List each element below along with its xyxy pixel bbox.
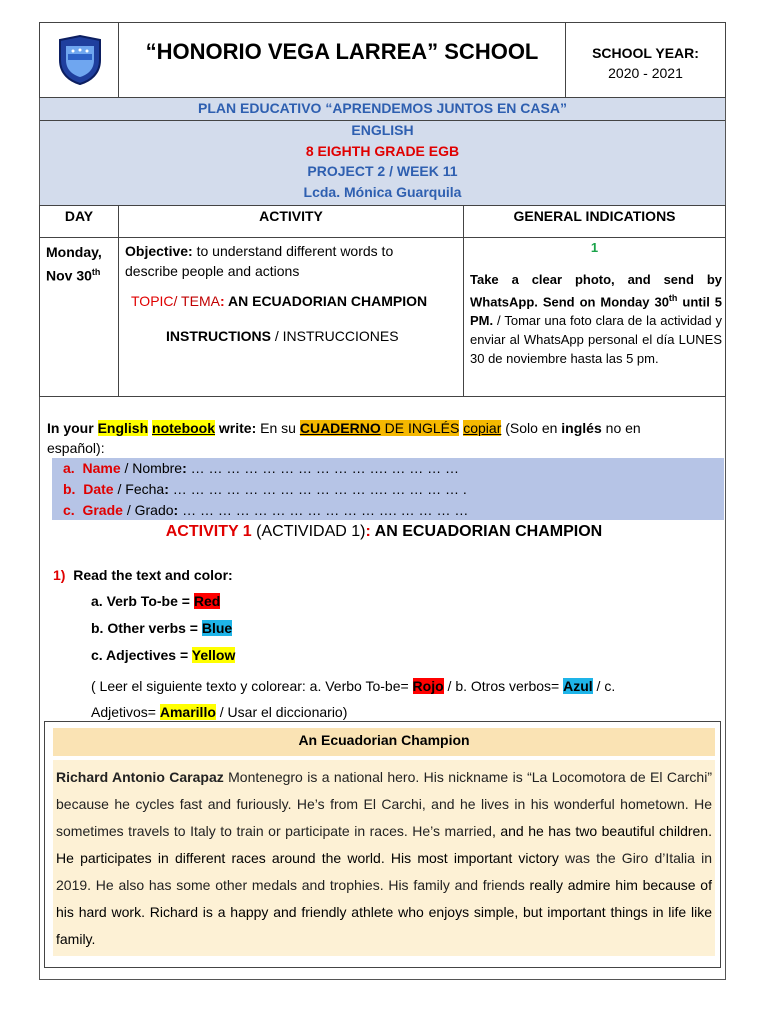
field-trans: / Nombre (120, 460, 183, 476)
school-name: “HONORIO VEGA LARREA” SCHOOL (145, 39, 539, 64)
task-c-label: c. Adjectives = (91, 647, 192, 663)
objective (125, 241, 425, 281)
task-number: 1) (53, 567, 66, 583)
nb-w6: CUADERNO (299, 420, 381, 436)
th-day-cell (39, 205, 119, 238)
nb-w9: (Solo en (501, 420, 562, 436)
nb-w4: write: (215, 420, 257, 436)
day-sup: th (91, 267, 101, 277)
task-es-1: ( Leer el siguiente texto y colorear: a. Verbo To-be= (91, 678, 413, 694)
grade-line: 8 EIGHTH GRADE EGB (305, 143, 460, 159)
school-year-label: SCHOOL YEAR: (592, 45, 699, 61)
reading-text-2: , and he has two beautiful children. He participates in different races around the world. His most important victory (56, 823, 712, 866)
indication-es: / Tomar una foto clara de la actividad y enviar al WhatsApp personal el día LUNES 30 de noviembre hasta las 5 pm. (470, 313, 722, 367)
logo-cell (39, 22, 119, 98)
indication-sup: th (668, 293, 678, 303)
school-year-value: 2020 - 2021 (608, 65, 683, 81)
th-activity: ACTIVITY (259, 208, 323, 224)
school-name-cell (118, 22, 566, 98)
task-es-5: / Usar el diccionario) (215, 704, 348, 720)
field-label: Grade (82, 502, 123, 518)
nb-w3: notebook (152, 420, 216, 436)
activity-label: ACTIVITY 1 (165, 523, 252, 540)
instructions-line (166, 328, 399, 344)
field-colon: : (164, 481, 169, 497)
task-es-3: / c. (592, 678, 616, 694)
reading-text-3: was the Giro d’Italia in 2019. He also has some other medals and trophies. His family and friends (56, 850, 712, 893)
field-date (63, 481, 467, 497)
th-day: DAY (64, 208, 94, 224)
field-trans: / Fecha (113, 481, 165, 497)
day-cell (39, 237, 119, 397)
indications-cell (463, 237, 726, 397)
topic-mid: / TEMA (173, 293, 220, 309)
task-text: Read the text and color: (73, 567, 233, 583)
nb-w2: English (97, 420, 149, 436)
task-c-color: Yellow (191, 647, 236, 663)
teacher-line: Lcda. Mónica Guarquila (303, 184, 462, 200)
task-es-azul: Azul (563, 678, 593, 694)
day-text (46, 242, 102, 286)
day-line1: Monday, (46, 244, 102, 260)
notebook-instruction (47, 418, 697, 458)
reading-name: Richard Antonio Carapaz (56, 769, 224, 785)
project-line: PROJECT 2 / WEEK 11 (307, 163, 458, 179)
topic-line (131, 293, 427, 309)
activity-cell (118, 237, 464, 397)
plan-title: PLAN EDUCATIVO “APRENDEMOS JUNTOS EN CASA” (198, 100, 567, 116)
activity-paren: (ACTIVIDAD 1) (251, 523, 366, 540)
field-label: Date (83, 481, 114, 497)
indication-en-2: until 5 PM. (470, 294, 722, 329)
task-c (91, 647, 235, 663)
nb-w1: In your (47, 420, 98, 436)
task-es-rojo: Rojo (412, 678, 444, 694)
field-dots: … … … … … … … … … … … …. … … … … . (168, 481, 467, 497)
reading-text-1: Montenegro is a national hero. His nickname is “La Locomotora de El Carchi” because he cycles fast and furiously. He’s from El Carchi, and he lives in his wonderful hometown. He sometimes travels to Italy to train or participate in races. He’s married (56, 769, 712, 839)
field-letter: a. (63, 460, 75, 476)
task-b (91, 620, 232, 636)
nb-w8: copiar (463, 420, 502, 436)
field-dots: … … … … … … … … … … …. … … … … (186, 460, 459, 476)
nb-w5: En su (256, 420, 300, 436)
field-letter: b. (63, 481, 76, 497)
th-indications-cell (463, 205, 726, 238)
day-line2: Nov 30 (46, 267, 92, 284)
task-line (53, 567, 233, 583)
task-es-2: / b. Otros verbos= (443, 678, 564, 694)
task-b-label: b. Other verbs = (91, 620, 202, 636)
task-a-label: a. Verb To-be = (91, 593, 194, 609)
activity-title: AN ECUADORIAN CHAMPION (370, 523, 603, 540)
indication-text (470, 270, 722, 368)
nb-w7: DE INGLÉS (380, 420, 460, 436)
field-dots: … … … … … … … … … … … …. … … … … (178, 502, 469, 518)
activity-colon: : (365, 523, 371, 540)
activity-heading (0, 523, 768, 541)
objective-text: to understand different words to describe people and actions (125, 243, 394, 279)
field-letter: c. (63, 502, 75, 518)
field-grade (63, 502, 468, 518)
plan-band (40, 98, 725, 121)
field-trans: / Grado (122, 502, 174, 518)
topic-label: TOPIC (131, 293, 174, 309)
subject-name: ENGLISH (351, 122, 414, 138)
reading-text-4: really admire him because of his hard work. Richard is a happy and friendly athlete who enjoys simple, but important things in life like family. (56, 877, 712, 947)
task-b-color: Blue (201, 620, 233, 636)
reading-paragraph (53, 760, 715, 953)
task-es-amarillo: Amarillo (159, 704, 216, 720)
objective-label: Objective: (125, 243, 193, 259)
instructions-es: / INSTRUCCIONES (271, 328, 399, 344)
nb-w10: inglés (561, 420, 602, 436)
task-es (91, 673, 711, 725)
topic-colon: : (219, 293, 225, 309)
reading-body (53, 760, 715, 956)
field-label: Name (82, 460, 121, 476)
nb-w11: no en español): (47, 420, 641, 456)
task-a-color: Red (193, 593, 221, 609)
indication-en-1: Take a clear photo, and send by WhatsApp. Send on Monday 30 (470, 272, 722, 310)
indication-number: 1 (590, 240, 599, 255)
th-indications: GENERAL INDICATIONS (513, 208, 676, 224)
reading-title-bar (53, 728, 715, 756)
task-a (91, 593, 220, 609)
instructions-en: INSTRUCTIONS (166, 328, 271, 344)
topic-title: AN ECUADORIAN CHAMPION (224, 293, 428, 309)
school-year-cell (565, 22, 726, 98)
field-colon: : (182, 460, 187, 476)
reading-title: An Ecuadorian Champion (298, 732, 470, 748)
field-colon: : (173, 502, 179, 518)
th-activity-cell (118, 205, 464, 238)
task-es-4: Adjetivos= (91, 704, 160, 720)
shield-logo-icon (56, 34, 104, 86)
subject-band (40, 121, 725, 206)
field-name (63, 460, 459, 476)
